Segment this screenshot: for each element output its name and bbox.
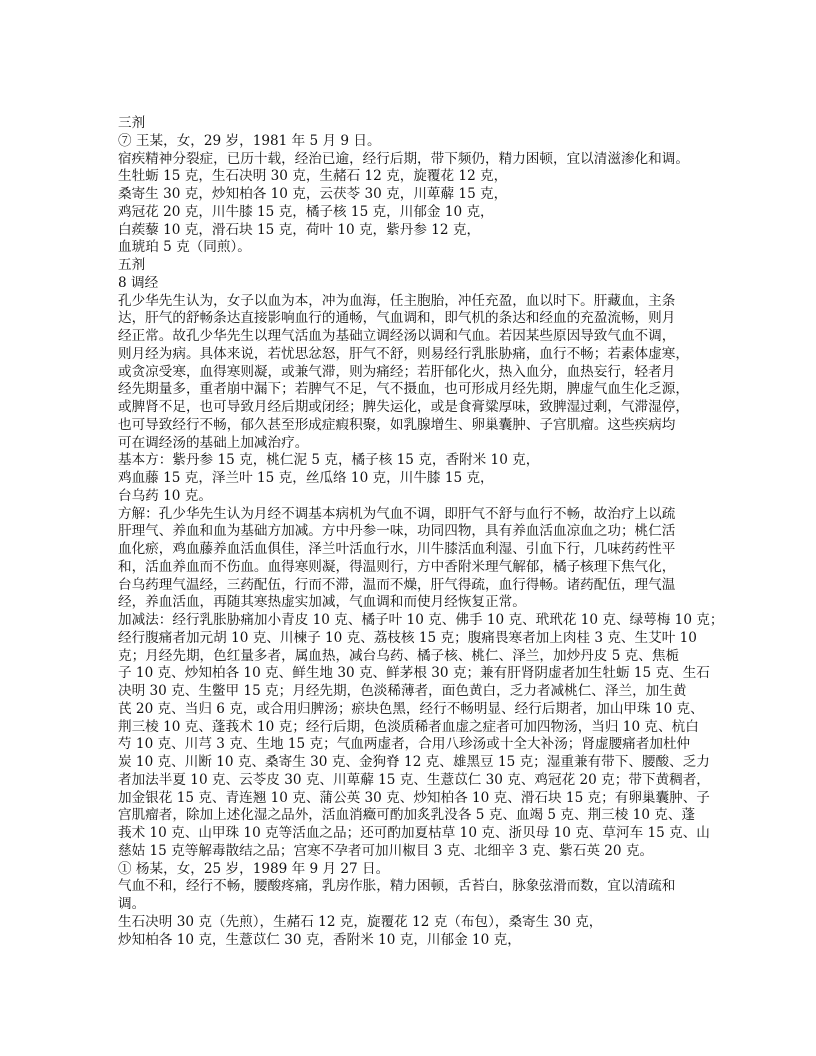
text-line: 也可导致经行不畅，郁久甚至形成症瘕积聚，如乳腺增生、卵巢囊肿、子宫肌瘤。这些疾病均 bbox=[118, 416, 676, 433]
text-line: ① 杨某，女，25 岁，1989 年 9 月 27 日。 bbox=[118, 860, 390, 877]
text-line: 炭 10 克、川断 10 克、桑寄生 30 克、金狗脊 12 克、雄黑豆 15 克；湿重兼有带下、腰酸、乏力 bbox=[118, 754, 710, 770]
document-body bbox=[118, 115, 724, 949]
text-line: 炒知柏各 10 克，生薏苡仁 30 克，香附米 10 克，川郁金 10 克， bbox=[118, 931, 521, 948]
text-line: 孔少华先生认为，女子以血为本，冲为血海，任主胞胎，冲任充盈，血以时下。肝藏血，主条 bbox=[118, 292, 676, 309]
text-line: ⑦ 王某，女，29 岁，1981 年 5 月 9 日。 bbox=[118, 132, 381, 149]
text-line: 和，活血养血而不伤血。血得寒则凝，得温则行，方中香附米理气解郁，橘子核理下焦气化， bbox=[118, 558, 676, 575]
text-line: 或脾肾不足，也可导致月经后期或闭经；脾失运化，或是食膏粱厚味，致脾湿过剩，气滞湿停， bbox=[118, 399, 689, 415]
text-line: 加金银花 15 克、青连翘 10 克、蒲公英 30 克、炒知柏各 10 克、滑石块 15 克；有卵巢囊肿、子 bbox=[118, 789, 710, 806]
text-line: 慈姑 15 克等解毒散结之品；宫寒不孕者可加川椒目 3 克、北细辛 3 克、紫石英 20 克。 bbox=[118, 842, 654, 859]
text-line: 气血不和，经行不畅，腰酸疼痛，乳房作胀，精力困顿，舌苔白，脉象弦滑而数，宜以清疏和 bbox=[118, 878, 676, 895]
text-line: 三剂 bbox=[118, 115, 146, 131]
text-line: 经，养血活血，再随其寒热虚实加减，气血调和而使月经恢复正常。 bbox=[118, 594, 526, 611]
text-line: 生石决明 30 克（先煎），生赭石 12 克，旋覆花 12 克（布包），桑寄生 30 克， bbox=[118, 913, 603, 930]
text-line: 芍 10 克、川芎 3 克、生地 15 克；气血两虚者，合用八珍汤或十全大补汤；肾虚腰痛者加杜仲 bbox=[118, 736, 691, 753]
text-line: 达，肝气的舒畅条达直接影响血行的通畅，气血调和，即气机的条达和经血的充盈流畅，则月 bbox=[118, 310, 676, 327]
text-line: 血化瘀，鸡血藤养血活血俱佳，泽兰叶活血行水，川牛膝活血利湿、引血下行，几味药药性平 bbox=[118, 541, 676, 557]
text-line: 宫肌瘤者，除加上述化湿之品外，活血消癥可酌加炙乳没各 5 克、血竭 5 克、荆三棱 10 克、蓬 bbox=[118, 807, 696, 824]
text-line: 芪 20 克、当归 6 克，或合用归脾汤；瘀块色黑，经行不畅明显、经行后期者，加山甲珠 10 克、 bbox=[118, 700, 704, 717]
text-line: 莪术 10 克、山甲珠 10 克等活血之品；还可酌加夏枯草 10 克、浙贝母 10 克、草河车 15 克、山 bbox=[118, 825, 710, 841]
text-line: 台乌药理气温经，三药配伍，行而不滞，温而不燥，肝气得疏，血行得畅。诸药配伍，理气温 bbox=[118, 576, 676, 593]
text-line: 五剂 bbox=[118, 257, 146, 273]
text-line: 可在调经汤的基础上加减治疗。 bbox=[118, 434, 309, 451]
text-line: 经正常。故孔少华先生以理气活血为基础立调经汤以调和气血。若因某些原因导致气血不调， bbox=[118, 328, 676, 344]
text-line: 鸡血藤 15 克，泽兰叶 15 克，丝瓜络 10 克，川牛膝 15 克， bbox=[118, 470, 494, 486]
text-line: 肝理气、养血和血为基础方加减。方中丹参一味，功同四物，具有养血活血凉血之功；桃仁活 bbox=[118, 523, 676, 540]
text-line: 基本方：紫丹参 15 克，桃仁泥 5 克，橘子核 15 克，香附米 10 克， bbox=[118, 452, 540, 469]
text-line: 决明 30 克、生鳖甲 15 克；月经先期，色淡稀薄者，面色黄白，乏力者减桃仁、泽兰，加生黄 bbox=[118, 683, 687, 699]
text-line: 经行腹痛者加元胡 10 克、川楝子 10 克、荔枝核 15 克；腹痛畏寒者加上肉桂 3 克、生艾叶 10 bbox=[118, 629, 697, 646]
text-line: 8 调经 bbox=[118, 274, 159, 291]
text-line: 克；月经先期，色红量多者，属血热，减台乌药、橘子核、桃仁、泽兰，加炒丹皮 5 克、焦栀 bbox=[118, 647, 680, 664]
text-line: 或贪凉受寒，血得寒则凝，或兼气滞，则为痛经；若肝郁化火，热入血分，血热妄行，轻者月 bbox=[118, 363, 676, 380]
text-line: 则月经为病。具体来说，若忧思忿怒，肝气不舒，则易经行乳胀胁痛，血行不畅；若素体虚寒， bbox=[118, 345, 689, 362]
text-line: 子 10 克、炒知柏各 10 克、鲜生地 30 克、鲜茅根 30 克；兼有肝肾阴虚者加生牡蛎 15 克、生石 bbox=[118, 665, 710, 682]
text-line: 加减法：经行乳胀胁痛加小青皮 10 克、橘子叶 10 克、佛手 10 克、玳玳花 10 克、绿萼梅 10 克； bbox=[118, 612, 724, 628]
text-line: 鸡冠花 20 克，川牛膝 15 克，橘子核 15 克，川郁金 10 克， bbox=[118, 203, 494, 220]
text-line: 荆三棱 10 克、蓬莪术 10 克；经行后期，色淡质稀者血虚之症者可加四物汤，当归 10 克、杭白 bbox=[118, 718, 699, 735]
text-line: 台乌药 10 克。 bbox=[118, 487, 212, 504]
text-line: 血琥珀 5 克（同煎）。 bbox=[118, 239, 251, 256]
text-line: 者加法半夏 10 克、云苓皮 30 克、川萆薢 15 克、生薏苡仁 30 克、鸡冠花 20 克；带下黄稠者， bbox=[118, 771, 710, 788]
text-line: 经先期量多，重者崩中漏下；若脾气不足，气不摄血，也可形成月经先期，脾虚气血生化乏源， bbox=[118, 381, 689, 398]
text-line: 桑寄生 30 克，炒知柏各 10 克，云茯苓 30 克，川萆薢 15 克， bbox=[118, 186, 508, 202]
text-line: 方解：孔少华先生认为月经不调基本病机为气血不调，即肝气不舒与血行不畅，故治疗上以疏 bbox=[118, 505, 676, 522]
text-line: 调。 bbox=[118, 896, 146, 912]
text-line: 白蒺藜 10 克，滑石块 15 克，荷叶 10 克，紫丹参 12 克， bbox=[118, 221, 481, 238]
text-line: 宿疾精神分裂症，已历十载，经治已逾，经行后期，带下频仍，精力困顿，宜以清滋渗化和调。 bbox=[118, 150, 689, 167]
text-line: 生牡蛎 15 克，生石决明 30 克，生赭石 12 克，旋覆花 12 克， bbox=[118, 168, 508, 185]
